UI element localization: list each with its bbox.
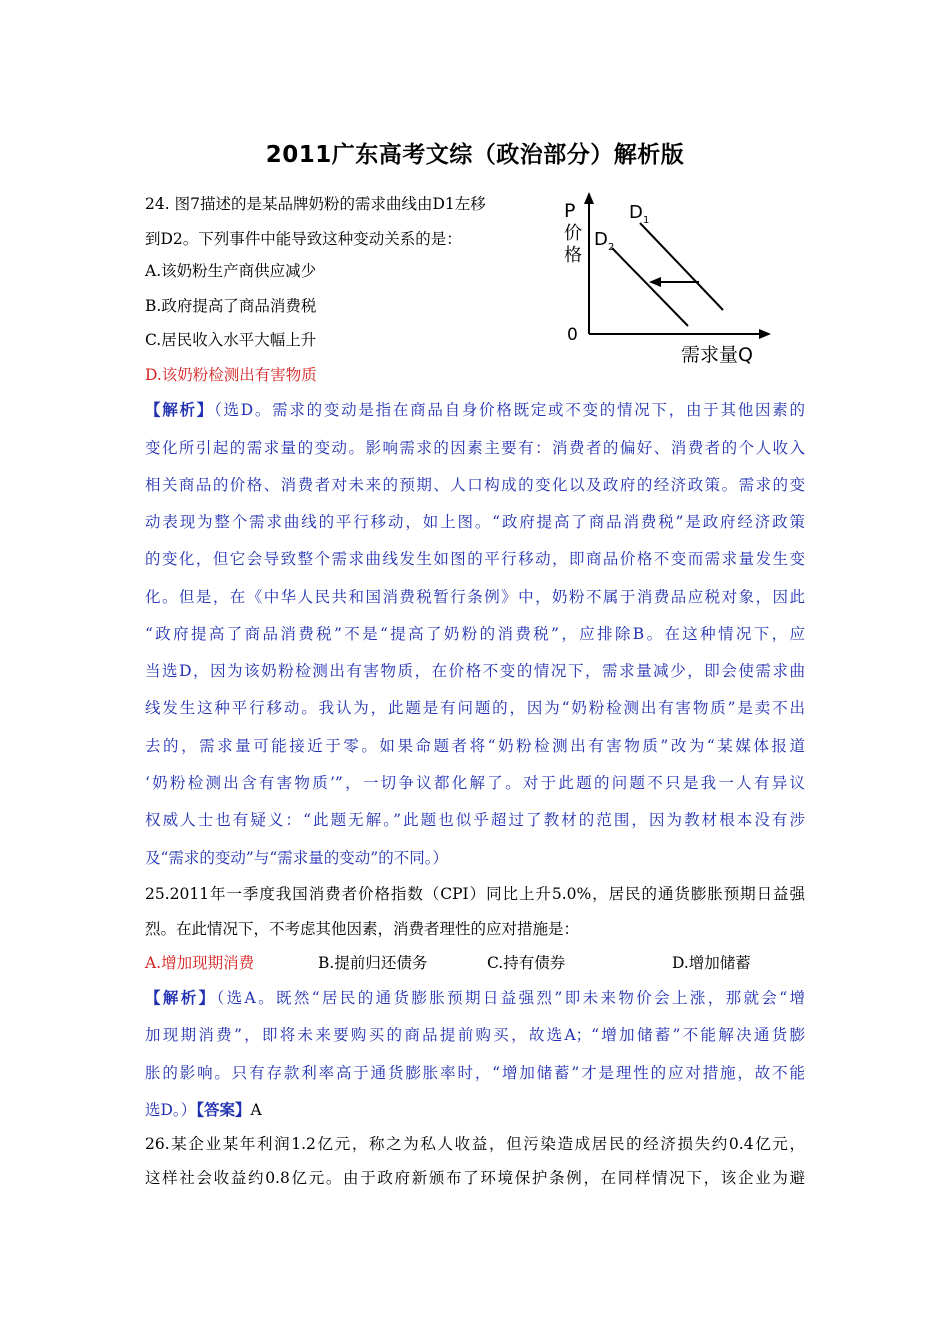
q25-stem-line-1: 25.2011年一季度我国消费者价格指数（CPI）同比上升5.0%，居民的通货膨胀预期日益强 (145, 885, 805, 903)
q24-stem-line-1: 24. 图7描述的是某品牌奶粉的需求曲线由D1左移 (145, 195, 486, 213)
q25-analysis-line-4: 选D。）【答案】A (145, 1100, 262, 1119)
q24-analysis-line-10: 去的，需求量可能接近于零。如果命题者将“奶粉检测出有害物质”改为“某媒体报道 (145, 737, 805, 755)
q25-analysis-line-2: 加现期消费”，即将未来要购买的商品提前购买，故选A；“增加储蓄”不能解决通货膨 (145, 1026, 805, 1044)
q25-answer-label: 【答案】 (196, 1100, 251, 1119)
y-axis-label-2: 格 (564, 245, 582, 266)
curve-d2-label: D (594, 229, 608, 250)
q24-option-a: A.该奶粉生产商供应减少 (145, 262, 317, 280)
q25-option-a: A.增加现期消费 (145, 954, 255, 972)
q24-option-d: D.该奶粉检测出有害物质 (145, 366, 317, 384)
q24-analysis-line-2: 变化所引起的需求量的变动。影响需求的因素主要有：消费者的偏好、消费者的个人收入 (145, 439, 805, 457)
q24-analysis-line-5: 的变化，但它会导致整个需求曲线发生如图的平行移动，即商品价格不变而需求量发生变 (145, 550, 805, 568)
y-axis-label-1: 价 (564, 223, 582, 244)
q26-stem-line-1: 26.某企业某年利润1.2亿元，称之为私人收益，但污染造成居民的经济损失约0.4亿元， (145, 1135, 805, 1153)
shift-arrow-head (649, 277, 661, 287)
q25-analysis-line-1: 【解析】（选A。既然“居民的通货膨胀预期日益强烈”即未来物价会上涨，那就会“增 (145, 988, 805, 1007)
q25-option-b: B.提前归还债务 (318, 954, 428, 972)
q25-analysis-line-3: 胀的影响。只有存款利率高于通货膨胀率时，“增加储蓄”才是理性的应对措施，故不能 (145, 1064, 805, 1082)
q24-analysis-line-7: “政府提高了商品消费税”不是“提高了奶粉的消费税”，应排除B。在这种情况下，应 (145, 625, 805, 643)
curve-d2-subscript: 2 (608, 242, 615, 253)
curve-d1-label: D (629, 202, 643, 223)
q24-analysis-line-3: 相关商品的价格、消费者对未来的预期、人口构成的变化以及政府的经济政策。需求的变 (145, 476, 805, 494)
q24-option-b: B.政府提高了商品消费税 (145, 297, 317, 315)
curve-d1 (640, 223, 723, 310)
q25-analysis-label: 【解析】 (145, 988, 217, 1007)
x-axis-arrow (759, 329, 771, 339)
q25-answer: A (250, 1101, 262, 1119)
q24-stem-line-2: 到D2。下列事件中能导致这种变动关系的是： (145, 230, 462, 248)
q24-option-c: C.居民收入水平大幅上升 (145, 331, 317, 349)
origin-label: 0 (567, 325, 578, 345)
q26-stem-line-2: 这样社会收益约0.8亿元。由于政府新颁布了环境保护条例，在同样情况下，该企业为避 (145, 1169, 805, 1187)
demand-curve-figure (555, 190, 780, 370)
q25-option-d: D.增加储蓄 (672, 954, 751, 972)
x-axis-label: 需求量Q (681, 344, 753, 366)
curve-d1-subscript: 1 (643, 215, 650, 226)
y-axis-arrow (584, 192, 594, 204)
page-title: 2011广东高考文综（政治部分）解析版 (265, 142, 685, 168)
q24-analysis-line-12: 权威人士也有疑义：“此题无解。”此题也似乎超过了教材的范围，因为教材根本没有涉 (145, 811, 805, 829)
q24-analysis-line-13: 及“需求的变动”与“需求量的变动”的不同。） (145, 849, 448, 867)
y-axis-p-label: P (564, 200, 576, 222)
q24-analysis-line-1: 【解析】（选D。需求的变动是指在商品自身价格既定或不变的情况下，由于其他因素的 (145, 400, 805, 419)
q24-analysis-line-6: 化。但是，在《中华人民共和国消费税暂行条例》中，奶粉不属于消费品应税对象，因此 (145, 588, 805, 606)
q25-option-c: C.持有债券 (487, 954, 566, 972)
q24-analysis-line-11: ‘奶粉检测出含有害物质’”，一切争议都化解了。对于此题的问题不只是我一人有异议 (145, 774, 805, 792)
q25-stem-line-2: 烈。在此情况下，不考虑其他因素，消费者理性的应对措施是： (145, 920, 580, 938)
q24-analysis-label: 【解析】 (145, 400, 214, 419)
q24-analysis-line-4: 动表现为整个需求曲线的平行移动，如上图。“政府提高了商品消费税”是政府经济政策 (145, 513, 805, 531)
q24-analysis-line-8: 当选D，因为该奶粉检测出有害物质，在价格不变的情况下，需求量减少，即会使需求曲 (145, 662, 805, 680)
q24-analysis-line-9: 线发生这种平行移动。我认为，此题是有问题的，因为“奶粉检测出有害物质”是卖不出 (145, 699, 805, 717)
curve-d2 (612, 248, 688, 326)
